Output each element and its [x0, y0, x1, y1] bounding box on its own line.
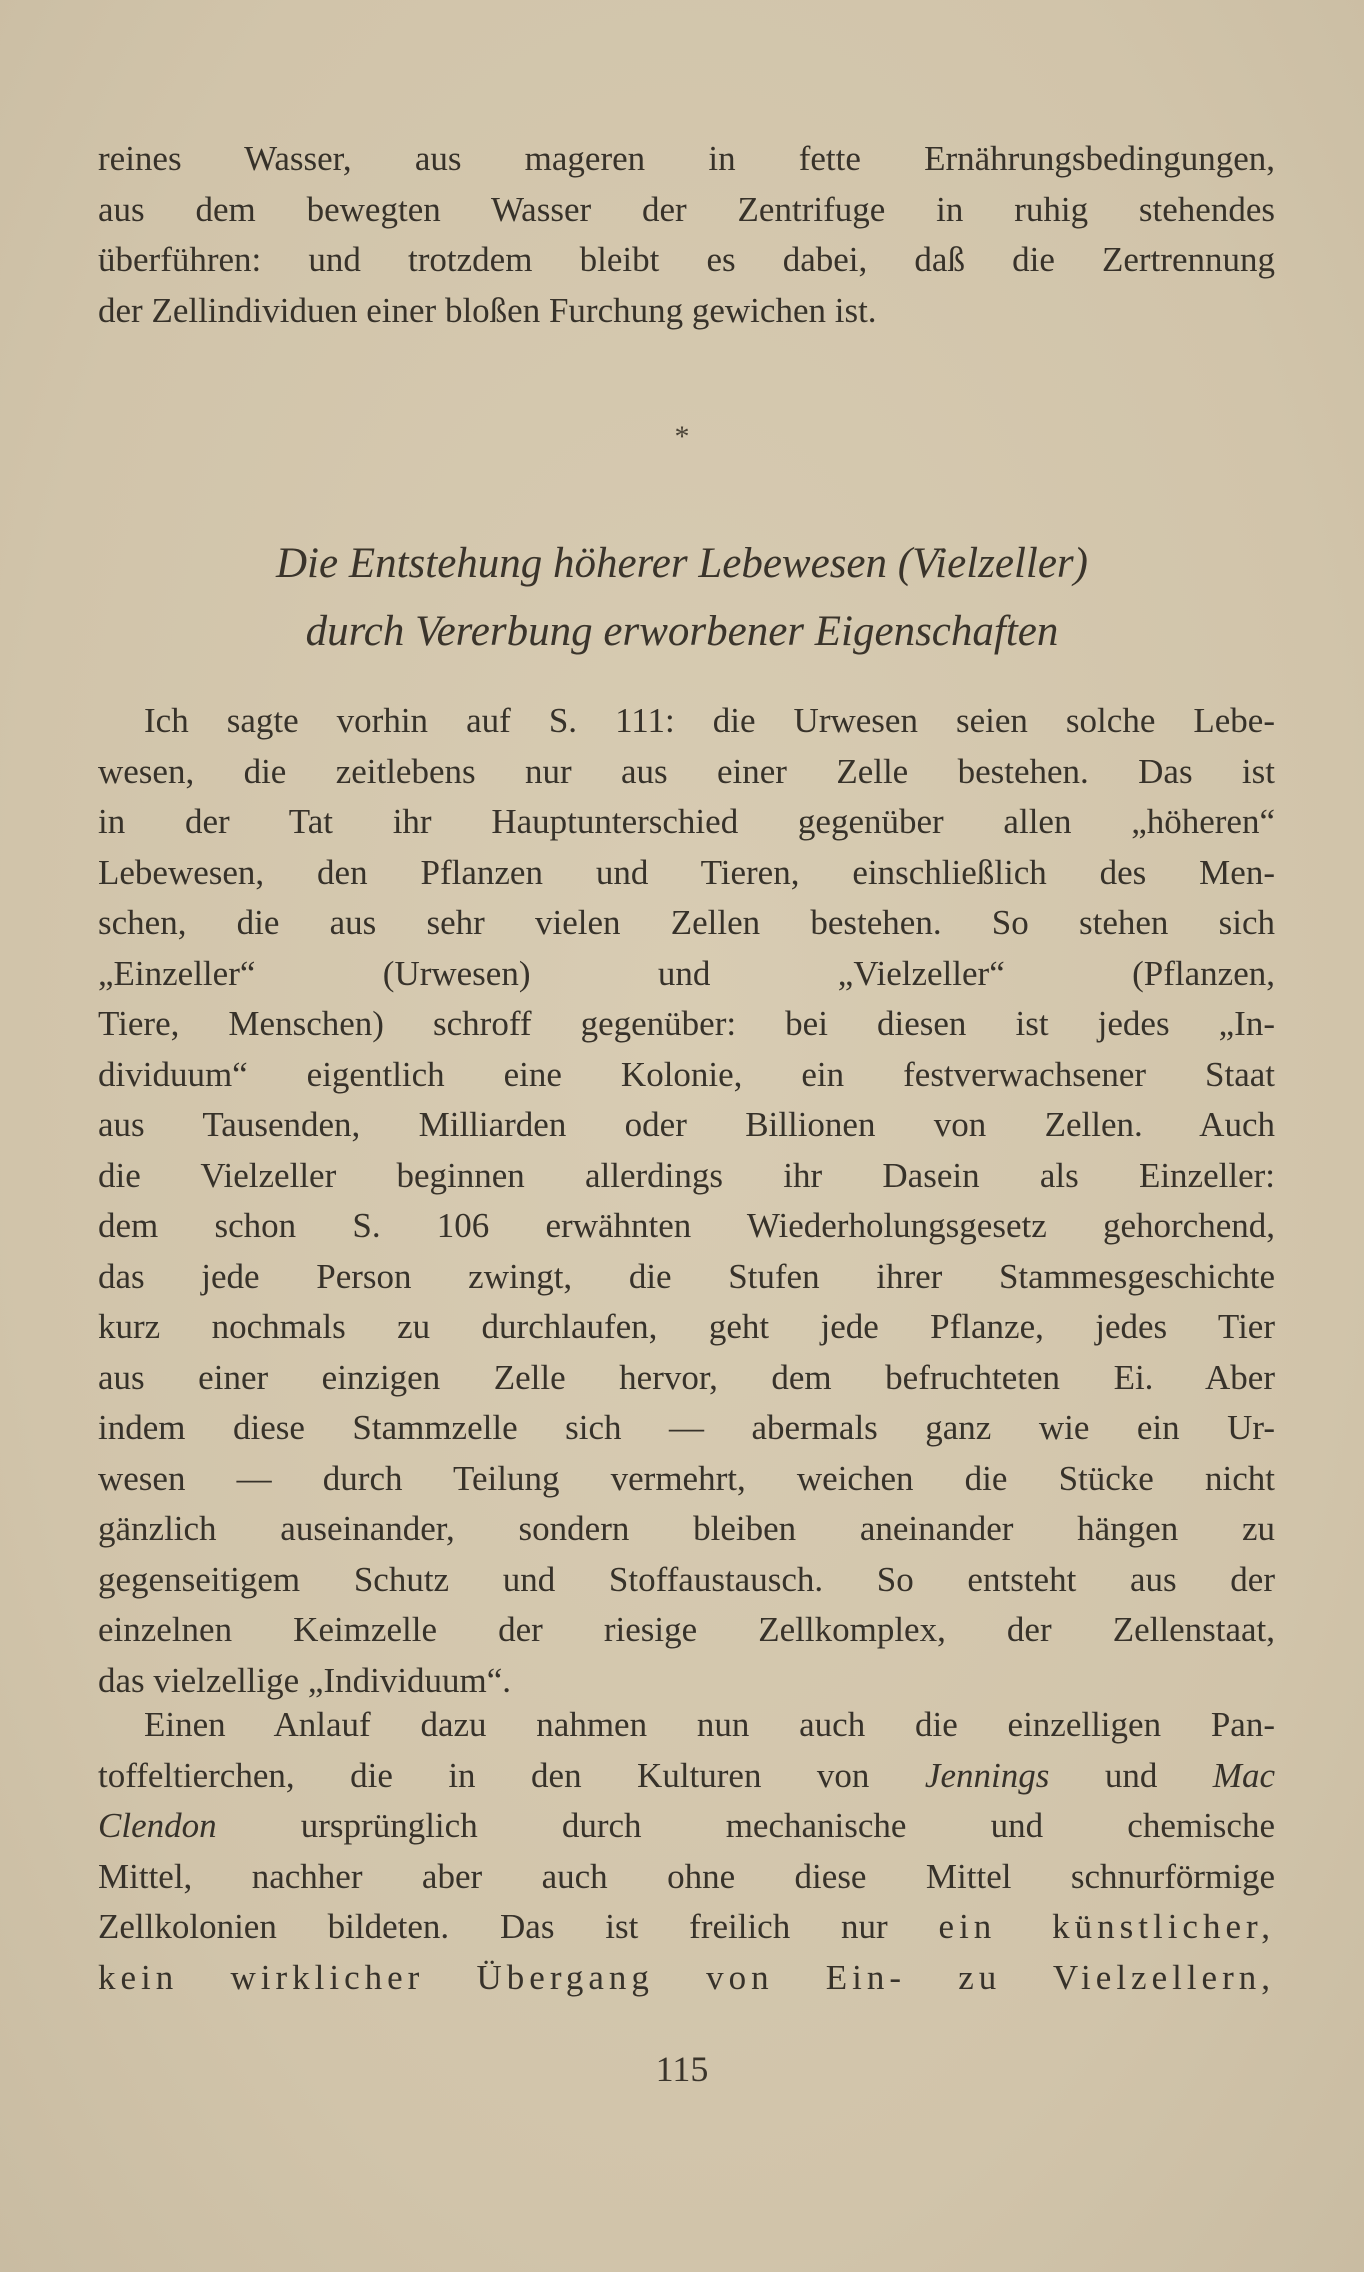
body1-line-12: das jede Person zwingt, die Stufen ihrer Stammesgeschichte: [98, 1256, 1275, 1296]
intro-line-1: reines Wasser, aus mageren in fette Ernährungsbedingungen,: [98, 139, 1275, 178]
body2-line-5: [98, 1902, 1275, 1953]
body2-line-1: Einen Anlauf dazu nahmen nun auch die einzelligen Pan-: [144, 1705, 1275, 1744]
heading-line-1: Die Entstehung höherer Lebewesen (Vielzeller): [275, 540, 1088, 587]
body1-line-5: schen, die aus sehr vielen Zellen bestehen. So stehen sich: [98, 903, 1275, 942]
body1-line-18: gegenseitigem Schutz und Stoffaustausch. So entsteht aus der: [98, 1559, 1275, 1599]
intro-line-2: aus dem bewegten Wasser der Zentrifuge in ruhig stehendes: [98, 189, 1275, 229]
body1-line-3: in der Tat ihr Hauptunterschied gegenüber allen „höheren“: [98, 802, 1275, 841]
body1-line-2: wesen, die zeitlebens nur aus einer Zelle bestehen. Das ist: [98, 751, 1275, 791]
body-paragraph-1: [98, 696, 1275, 1706]
body1-line-10: die Vielzeller beginnen allerdings ihr Dasein als Einzeller:: [98, 1155, 1275, 1195]
body1-line-16: wesen — durch Teilung vermehrt, weichen die Stücke nicht: [98, 1458, 1275, 1498]
author-jennings: Jennings: [924, 1755, 1050, 1795]
section-heading: [0, 530, 1364, 666]
body2-line-3: [98, 1801, 1275, 1852]
body1-line-15: indem diese Stammzelle sich — abermals ganz wie ein Ur-: [98, 1408, 1275, 1447]
author-clendon: Clendon: [98, 1806, 217, 1845]
heading-line-2: durch Vererbung erworbener Eigenschaften: [305, 608, 1059, 655]
spaced-emphasis-2: kein wirklicher Übergang von Ein- zu Vielzellern,: [98, 1957, 1275, 1997]
page-number: 115: [655, 2049, 709, 2089]
body2-line-4: Mittel, nachher aber auch ohne diese Mittel schnurförmige: [98, 1856, 1275, 1896]
body1-line-6: „Einzeller“ (Urwesen) und „Vielzeller“ (Pflanzen,: [98, 953, 1275, 993]
body2-line-2-text-b: und: [1049, 1755, 1213, 1795]
intro-paragraph: [98, 134, 1275, 336]
body2-line-2-text-a: toffeltierchen, die in den Kulturen von: [98, 1755, 925, 1795]
body2-line-3-text: ursprünglich durch mechanische und chemische: [216, 1806, 1275, 1845]
body-paragraph-2: [98, 1700, 1275, 2003]
body1-line-14: aus einer einzigen Zelle hervor, dem befruchteten Ei. Aber: [98, 1357, 1275, 1397]
intro-line-3: überführen: und trotzdem bleibt es dabei, daß die Zertrennung: [98, 240, 1275, 279]
body1-line-13: kurz nochmals zu durchlaufen, geht jede Pflanze, jedes Tier: [98, 1307, 1275, 1346]
body2-line-6: [98, 1953, 1275, 2004]
body1-line-7: Tiere, Menschen) schroff gegenüber: bei diesen ist jedes „In-: [98, 1004, 1275, 1043]
spaced-emphasis-1: ein künstlicher,: [938, 1907, 1276, 1946]
body1-line-20: das vielzellige „Individuum“.: [98, 1660, 512, 1700]
body2-line-2: [98, 1751, 1275, 1802]
body1-line-9: aus Tausenden, Milliarden oder Billionen von Zellen. Auch: [98, 1105, 1275, 1144]
body1-line-19: einzelnen Keimzelle der riesige Zellkomplex, der Zellenstaat,: [98, 1610, 1275, 1649]
author-mac: Mac: [1212, 1755, 1275, 1795]
section-ornament: *: [674, 420, 690, 453]
body1-line-8: dividuum“ eigentlich eine Kolonie, ein festverwachsener Staat: [98, 1054, 1275, 1094]
body1-line-1: Ich sagte vorhin auf S. 111: die Urwesen seien solche Lebe-: [144, 701, 1275, 740]
body1-line-17: gänzlich auseinander, sondern bleiben aneinander hängen zu: [98, 1509, 1275, 1548]
body1-line-11: dem schon S. 106 erwähnten Wiederholungsgesetz gehorchend,: [98, 1206, 1275, 1245]
intro-line-4: der Zellindividuen einer bloßen Furchung gewichen ist.: [98, 290, 877, 330]
body1-line-4: Lebewesen, den Pflanzen und Tieren, einschließlich des Men-: [98, 852, 1275, 892]
body2-line-5-text: Zellkolonien bildeten. Das ist freilich nur: [98, 1907, 939, 1946]
